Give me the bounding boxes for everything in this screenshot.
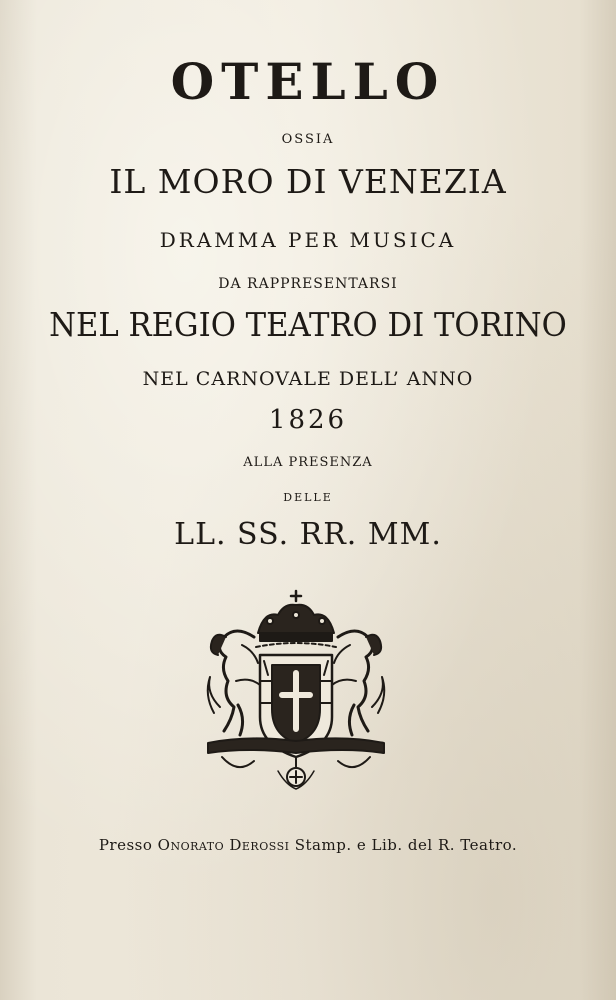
presence-line: ALLA PRESENZA	[243, 455, 373, 470]
opera-subtitle: IL MORO DI VENEZIA	[109, 162, 507, 201]
venue-line: NEL REGIO TEATRO DI TORINO	[49, 305, 567, 344]
delle-line: DELLE	[283, 491, 333, 504]
year-line: 1826	[268, 405, 348, 435]
performance-line: DA RAPPRESENTARSI	[218, 276, 398, 292]
imprint-derossi: Derossi	[229, 836, 290, 854]
genre-line: DRAMMA PER MUSICA	[159, 228, 457, 252]
imprint-presso: Presso	[98, 836, 153, 854]
imprint-line	[0, 836, 616, 854]
ossia-label: OSSIA	[281, 132, 335, 147]
imprint-rest: Stamp. e Lib. del R. Teatro.	[294, 836, 518, 854]
opera-title: OTELLO	[170, 52, 446, 111]
savoy-coat-of-arms-icon	[198, 585, 394, 795]
season-line: NEL CARNOVALE DELL’ ANNO	[142, 368, 474, 390]
imprint-onorato: Onorato	[157, 836, 225, 854]
majesties-line: LL. SS. RR. MM.	[174, 517, 442, 552]
